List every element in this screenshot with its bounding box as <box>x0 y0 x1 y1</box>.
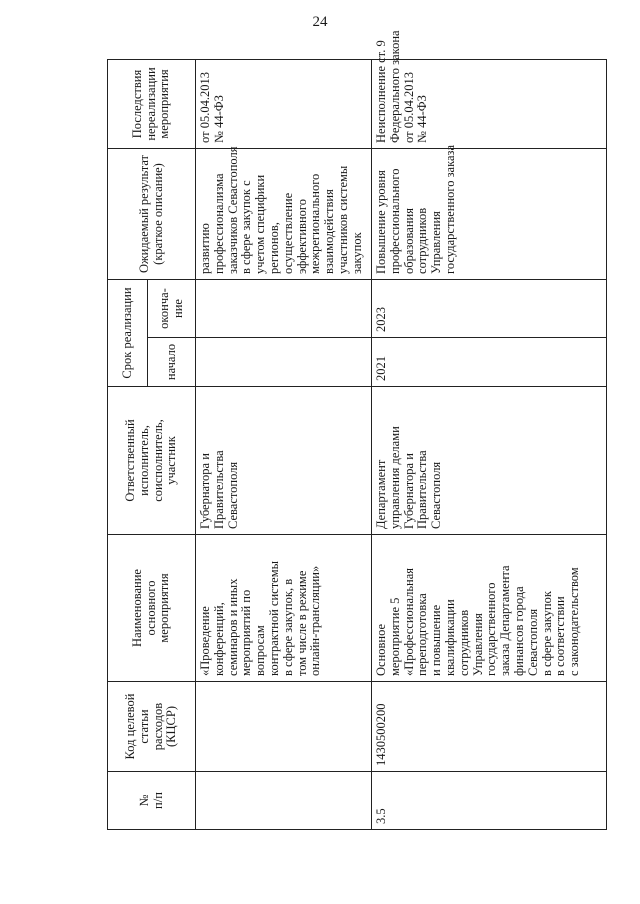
cell-text-line: Севастополя <box>225 461 240 529</box>
cell-text-line: семинаров и иных <box>225 578 240 676</box>
cell-executor <box>372 387 607 535</box>
cell-end <box>196 279 372 337</box>
cell-text-line: от 05.04.2013 <box>198 72 212 143</box>
cell-code <box>196 682 372 772</box>
cell-text-line: учетом специфики <box>253 174 268 274</box>
header-executor <box>108 387 196 535</box>
cell-text-line: Управления <box>429 211 444 274</box>
cell-text-line: Повышение уровня <box>374 170 388 274</box>
cell-text-line: исполнитель, <box>136 425 151 496</box>
cell-text-line: Код целевой <box>122 693 137 760</box>
table-row <box>196 59 372 829</box>
cell-executor <box>196 387 372 535</box>
cell-text-line: мероприятия <box>157 573 172 643</box>
header-num <box>108 772 196 830</box>
cell-text-line: вопросам <box>253 625 268 676</box>
rotated-table-wrapper <box>107 30 607 830</box>
cell-consequences <box>372 30 607 148</box>
cell-start: 2021 <box>372 338 607 387</box>
cell-text-line: в сфере закупок с <box>239 180 254 274</box>
cell-text-line: эффективного <box>294 199 309 274</box>
header-consequences <box>108 59 196 148</box>
cell-text-line: Правительства <box>415 450 430 529</box>
cell-text-line: конференций, <box>211 602 226 676</box>
cell-text-line: межрегионального <box>308 173 323 274</box>
cell-text-line: в сфере закупок <box>539 591 554 676</box>
cell-text-line: № <box>136 794 151 807</box>
table-row <box>372 59 607 829</box>
cell-text-line: том числе в режиме <box>294 570 309 676</box>
header-code <box>108 682 196 772</box>
cell-text-line: и повышение <box>429 604 444 676</box>
cell-text-line: осуществление <box>280 192 295 274</box>
cell-text-line: мероприятий по <box>239 589 254 676</box>
cell-text-line: № 44-ФЗ <box>211 95 226 143</box>
cell-text-line: Ответственный <box>122 419 137 502</box>
cell-text-line: (краткое описание) <box>150 163 165 265</box>
cell-start <box>196 338 372 387</box>
cell-text-line: заказчиков Севастополя <box>225 146 240 274</box>
cell-text-line: статьи <box>136 709 151 744</box>
cell-result <box>372 144 607 279</box>
cell-text-line: ние <box>170 299 185 318</box>
cell-text-line: Ожидаемый результат <box>136 154 151 273</box>
cell-text-line: в соответствии <box>553 596 568 676</box>
cell-text-line: профессионального <box>387 168 402 274</box>
cell-text-line: Неисполнение ст. 9 <box>374 40 388 143</box>
header-end <box>148 279 196 337</box>
cell-text-line: нереализации <box>143 67 158 141</box>
cell-text-line: развитию <box>198 223 212 274</box>
cell-text-line: «Проведение <box>198 606 212 676</box>
cell-text-line: Последствия <box>129 69 144 139</box>
cell-text-line: онлайн-трансляции» <box>308 565 323 676</box>
cell-text-line: Севастополя <box>525 608 540 676</box>
cell-text-line: в сфере закупок, в <box>280 578 295 676</box>
cell-text-line: Губернатора и <box>401 453 416 529</box>
cell-text-line: оконча- <box>156 288 171 329</box>
cell-text-line: Департамент <box>374 459 388 529</box>
cell-text-line: № 44-ФЗ <box>415 95 430 143</box>
cell-text-line: с законодательством <box>567 567 582 676</box>
cell-text-line: взаимодействия <box>322 189 337 274</box>
cell-text-line: участников системы <box>335 165 350 274</box>
cell-text-line: расходов <box>150 702 165 751</box>
header-start: начало <box>148 338 196 387</box>
cell-code: 1430500200 <box>372 682 607 772</box>
cell-text-line: Губернатора и <box>198 453 212 529</box>
cell-text-line: сотрудников <box>456 609 471 676</box>
cell-result <box>196 148 372 279</box>
cell-text-line: (КЦСР) <box>164 706 179 747</box>
cell-name <box>196 535 372 682</box>
cell-text-line: Наименование <box>129 569 144 647</box>
cell-text-line: Севастополя <box>429 461 444 529</box>
cell-text-line: участник <box>164 436 179 485</box>
cell-text-line: государственного <box>484 582 499 676</box>
page-number: 24 <box>312 14 328 30</box>
cell-name <box>372 535 607 682</box>
header-name <box>108 535 196 682</box>
cell-text-line: основного <box>143 580 158 636</box>
cell-consequences <box>196 59 372 148</box>
cell-end: 2023 <box>372 279 607 337</box>
cell-text-line: государственного заказа <box>442 144 457 274</box>
cell-text-line: Федерального закона <box>387 30 402 143</box>
cell-text-line: п/п <box>150 792 165 809</box>
cell-text-line: профессионализма <box>211 173 226 274</box>
cell-text-line: закупок <box>349 232 364 274</box>
cell-text-line: соисполнитель, <box>150 419 165 502</box>
header-period: Срок реализации <box>108 279 148 386</box>
cell-text-line: сотрудников <box>415 207 430 274</box>
cell-text-line: Правительства <box>211 450 226 529</box>
cell-text-line: управления делами <box>387 426 402 529</box>
cell-text-line: контрактной системы <box>266 560 281 676</box>
cell-text-line: мероприятия <box>157 69 172 139</box>
cell-num <box>196 772 372 830</box>
cell-num: 3.5 <box>372 772 607 830</box>
cell-text-line: «Профессиональная <box>401 567 416 676</box>
cell-text-line: Управления <box>470 613 485 676</box>
cell-text-line: мероприятие 5 <box>387 597 402 676</box>
cell-text-line: переподготовка <box>415 593 430 676</box>
cell-text-line: финансов города <box>511 586 526 676</box>
measures-table <box>107 30 607 830</box>
cell-text-line: образования <box>401 208 416 274</box>
cell-text-line: заказа Департамента <box>498 565 513 676</box>
header-result <box>108 148 196 279</box>
cell-text-line: регионов, <box>266 222 281 274</box>
cell-text-line: Основное <box>374 623 388 676</box>
cell-text-line: квалификации <box>442 599 457 676</box>
cell-text-line: от 05.04.2013 <box>401 72 416 143</box>
